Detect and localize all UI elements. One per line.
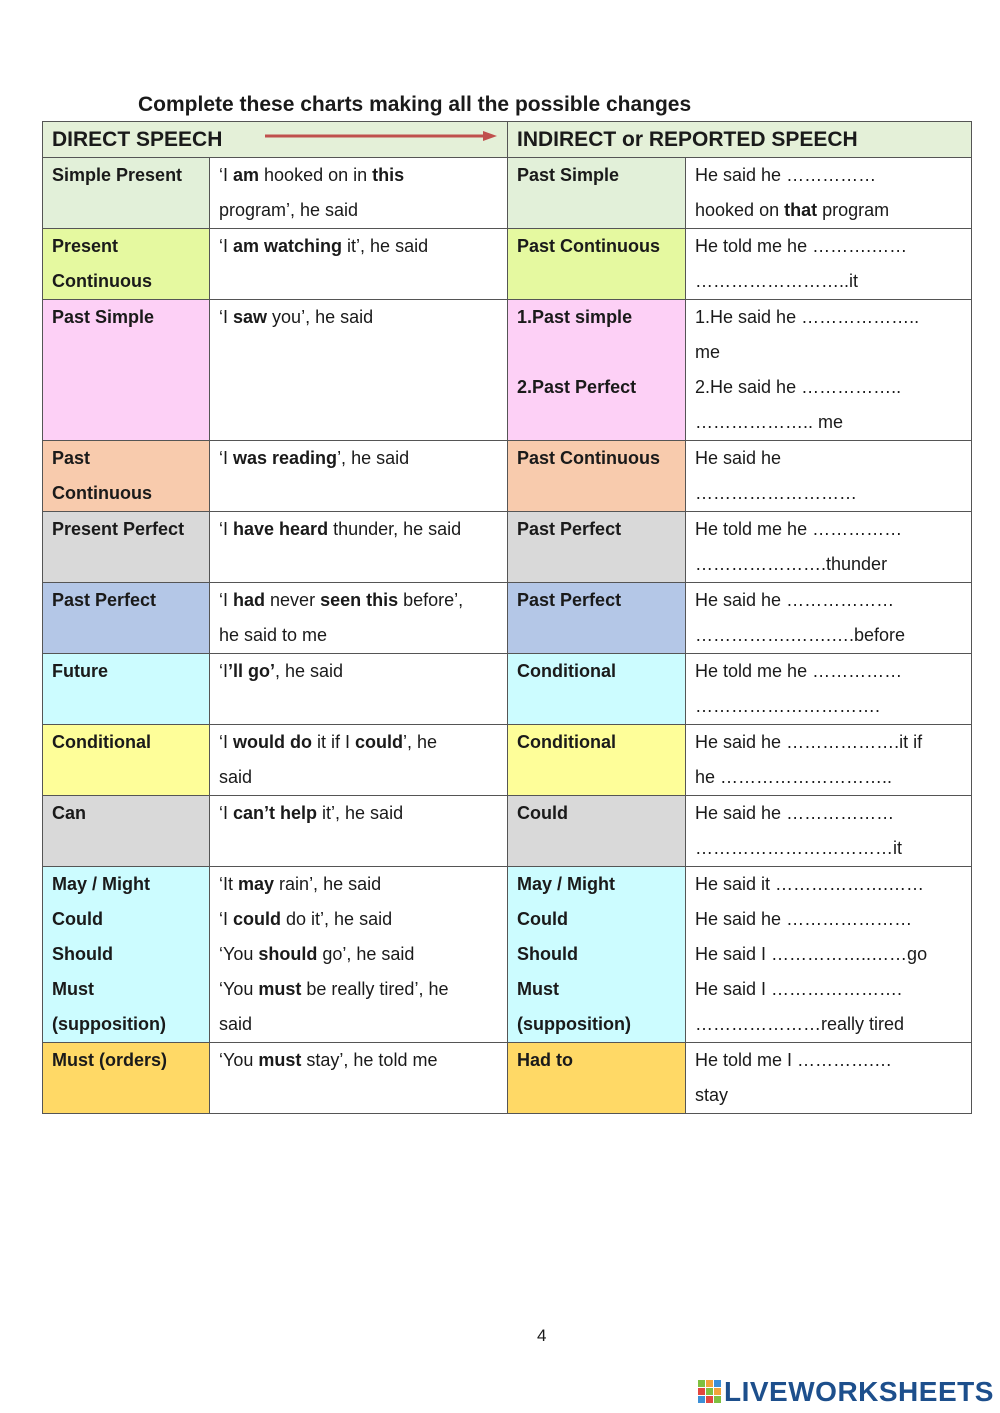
reported-tense-cell-line: Could	[517, 803, 569, 823]
reported-tense-cell	[508, 1043, 686, 1114]
reported-answer-cell-line	[695, 583, 965, 618]
reported-answer-cell	[686, 441, 972, 512]
text-segment: He told me I ………….…	[695, 1050, 893, 1070]
direct-tense-cell-line: Must (orders)	[52, 1050, 168, 1070]
reported-answer-cell-line	[695, 264, 965, 299]
text-segment: He said he …………………	[695, 909, 913, 929]
emphasis-text: could	[355, 732, 404, 752]
reported-answer-cell	[686, 796, 972, 867]
emphasis-text: this	[372, 165, 405, 185]
text-segment: He said he ………………	[695, 590, 895, 610]
direct-tense-cell-line: Should	[52, 944, 113, 964]
emphasis-text: can’t help	[233, 803, 318, 823]
direct-tense-cell-line: Simple Present	[52, 165, 183, 185]
reported-tense-cell	[508, 441, 686, 512]
direct-example-cell-line	[219, 796, 501, 831]
text-segment: you’, he said	[267, 307, 374, 327]
text-segment: ……………….. me	[695, 412, 844, 432]
direct-tense-cell-line: Present Perfect	[52, 519, 185, 539]
reported-tense-cell	[508, 300, 686, 441]
text-segment: ‘I	[219, 165, 234, 185]
text-segment: program	[817, 200, 890, 220]
reported-tense-cell-line: Must	[517, 979, 560, 999]
direct-tense-cell-line: Future	[52, 661, 108, 681]
direct-tense-cell	[43, 725, 210, 796]
reported-answer-cell-line	[695, 1078, 965, 1113]
text-segment: He told me he ……………	[695, 519, 903, 539]
direct-tense-cell	[43, 867, 210, 1043]
reported-answer-cell-line	[695, 867, 965, 902]
reported-speech-label: INDIRECT or REPORTED SPEECH	[517, 128, 858, 151]
text-segment: He told me he ……………	[695, 661, 903, 681]
text-segment: ‘I	[219, 448, 234, 468]
direct-tense-cell	[43, 441, 210, 512]
reported-tense-cell	[508, 229, 686, 300]
text-segment: stay	[695, 1085, 729, 1105]
reported-answer-cell-line	[695, 654, 965, 689]
text-segment: He said it ……………….……	[695, 874, 925, 894]
direct-tense-cell-line: Conditional	[52, 732, 151, 752]
text-segment: go’, he said	[317, 944, 415, 964]
chart-row	[43, 725, 972, 796]
text-segment: me	[695, 342, 721, 362]
direct-example-cell-line	[219, 193, 501, 228]
text-segment: …………….…….….before	[695, 625, 906, 645]
reported-tense-cell-line: Could	[517, 909, 569, 929]
text-segment: it’, he said	[317, 803, 404, 823]
reported-tense-cell	[508, 583, 686, 654]
reported-answer-cell-line	[695, 972, 965, 1007]
text-segment: ‘You	[219, 944, 259, 964]
reported-answer-cell-line	[695, 1007, 965, 1042]
chart-row	[43, 1043, 972, 1114]
direct-tense-cell	[43, 583, 210, 654]
emphasis-text: saw	[233, 307, 268, 327]
reported-answer-cell-line	[695, 229, 965, 264]
reported-answer-cell	[686, 867, 972, 1043]
arrow-right-icon	[263, 130, 499, 142]
chart-row	[43, 583, 972, 654]
emphasis-text: seen this	[320, 590, 399, 610]
text-segment: He told me he ……….……	[695, 236, 908, 256]
emphasis-text: ’ll go’	[228, 661, 275, 681]
text-segment: He said he ……………….it if	[695, 732, 923, 752]
reported-answer-cell-line	[695, 405, 965, 440]
direct-tense-cell-line: Continuous	[52, 483, 152, 503]
reported-answer-cell-line	[695, 1043, 965, 1078]
page-number: 4	[537, 1326, 547, 1345]
text-segment: hooked on in	[259, 165, 373, 185]
chart-row	[43, 229, 972, 300]
reported-tense-cell-line: Should	[517, 944, 579, 964]
text-segment: program’, he said	[219, 200, 359, 220]
reported-tense-cell-line: Had to	[517, 1050, 574, 1070]
text-segment: ‘I	[219, 519, 234, 539]
text-segment: said	[219, 1014, 253, 1034]
reported-answer-cell-line	[695, 937, 965, 972]
reported-answer-cell	[686, 229, 972, 300]
reported-answer-cell-line	[695, 547, 965, 582]
worksheet-title: Complete these charts making all the possible changes	[138, 93, 692, 116]
text-segment: before’,	[398, 590, 464, 610]
reported-tense-cell-line: 2.Past Perfect	[517, 377, 637, 397]
reported-tense-cell-line: 1.Past simple	[517, 307, 633, 327]
direct-tense-cell-line: Present	[52, 236, 119, 256]
direct-example-cell-line	[219, 441, 501, 476]
text-segment: ‘It	[219, 874, 239, 894]
reported-speech-chart	[42, 121, 972, 1114]
reported-tense-cell	[508, 654, 686, 725]
text-segment: He said he ……………	[695, 165, 877, 185]
text-segment: thunder, he said	[328, 519, 462, 539]
chart-row	[43, 441, 972, 512]
reported-answer-cell	[686, 512, 972, 583]
direct-example-cell	[210, 654, 508, 725]
text-segment: ’, he	[403, 732, 438, 752]
direct-tense-cell	[43, 300, 210, 441]
emphasis-text: have heard	[233, 519, 329, 539]
brand-grid-icon	[698, 1380, 722, 1404]
reported-answer-cell-line	[695, 512, 965, 547]
reported-tense-cell	[508, 158, 686, 229]
emphasis-text: could	[233, 909, 282, 929]
reported-answer-cell-line	[695, 300, 965, 335]
direct-example-cell-line	[219, 725, 501, 760]
text-segment: He said I ……………..……go	[695, 944, 928, 964]
text-segment: it if I	[312, 732, 356, 752]
reported-answer-cell	[686, 158, 972, 229]
reported-answer-cell	[686, 725, 972, 796]
direct-tense-cell-line: Continuous	[52, 271, 152, 291]
emphasis-text: had	[233, 590, 266, 610]
direct-tense-cell-line: May / Might	[52, 874, 150, 894]
text-segment: ‘You	[219, 979, 259, 999]
text-segment: ‘I	[219, 732, 234, 752]
chart-row	[43, 867, 972, 1043]
emphasis-text: should	[258, 944, 318, 964]
direct-example-cell-line	[219, 512, 501, 547]
direct-tense-cell	[43, 654, 210, 725]
text-segment: ………………………….	[695, 696, 881, 716]
direct-example-cell-line	[219, 760, 501, 795]
text-segment: he ………………………..	[695, 767, 893, 787]
reported-tense-cell	[508, 867, 686, 1043]
reported-answer-cell-line	[695, 831, 965, 866]
text-segment: hooked on	[695, 200, 785, 220]
text-segment: said	[219, 767, 253, 787]
reported-tense-cell-line: Past Perfect	[517, 590, 622, 610]
direct-tense-cell-line: Could	[52, 909, 103, 929]
reported-tense-cell-line: (supposition)	[517, 1014, 631, 1034]
direct-example-cell-line	[219, 654, 501, 689]
chart-row	[43, 300, 972, 441]
text-segment: ………………….thunder	[695, 554, 888, 574]
direct-speech-header	[43, 122, 508, 158]
text-segment: do it’, he said	[281, 909, 393, 929]
direct-tense-cell	[43, 512, 210, 583]
direct-example-cell-line	[219, 902, 501, 937]
direct-example-cell	[210, 229, 508, 300]
emphasis-text: that	[784, 200, 818, 220]
direct-example-cell	[210, 300, 508, 441]
text-segment: ‘I	[219, 803, 234, 823]
text-segment: , he said	[275, 661, 344, 681]
direct-example-cell	[210, 583, 508, 654]
direct-example-cell	[210, 796, 508, 867]
direct-example-cell-line	[219, 229, 501, 264]
direct-example-cell-line	[219, 618, 501, 653]
text-segment: ‘I	[219, 909, 234, 929]
text-segment: ………………………	[695, 483, 858, 503]
reported-answer-cell	[686, 654, 972, 725]
reported-tense-cell-line: Past Continuous	[517, 236, 661, 256]
reported-answer-cell-line	[695, 476, 965, 511]
text-segment: ‘I	[219, 307, 234, 327]
text-segment: ’, he said	[337, 448, 410, 468]
reported-answer-cell-line	[695, 902, 965, 937]
reported-answer-cell-line	[695, 689, 965, 724]
text-segment: ‘You	[219, 1050, 259, 1070]
direct-example-cell	[210, 158, 508, 229]
direct-speech-label: DIRECT SPEECH	[52, 128, 223, 151]
reported-tense-cell-line: Past Simple	[517, 165, 620, 185]
direct-tense-cell-line: (supposition)	[52, 1014, 166, 1034]
text-segment: He said I ………………….	[695, 979, 903, 999]
reported-tense-cell	[508, 512, 686, 583]
direct-example-cell-line	[219, 158, 501, 193]
reported-answer-cell	[686, 1043, 972, 1114]
emphasis-text: am	[233, 165, 260, 185]
direct-tense-cell-line: Past	[52, 448, 91, 468]
direct-example-cell-line	[219, 867, 501, 902]
emphasis-text: am watching	[233, 236, 343, 256]
text-segment: he said to me	[219, 625, 328, 645]
direct-example-cell	[210, 867, 508, 1043]
chart-row	[43, 158, 972, 229]
reported-tense-cell-line: Past Continuous	[517, 448, 661, 468]
direct-example-cell	[210, 725, 508, 796]
reported-tense-cell-line: Conditional	[517, 661, 616, 681]
reported-answer-cell-line	[695, 725, 965, 760]
reported-tense-cell-line: May / Might	[517, 874, 616, 894]
direct-tense-cell-line: Can	[52, 803, 87, 823]
chart-header-row	[43, 122, 972, 158]
direct-example-cell-line	[219, 972, 501, 1007]
direct-example-cell	[210, 1043, 508, 1114]
reported-tense-cell	[508, 796, 686, 867]
text-segment: stay’, he told me	[301, 1050, 438, 1070]
text-segment: …………………really tired	[695, 1014, 905, 1034]
direct-tense-cell	[43, 229, 210, 300]
reported-answer-cell	[686, 300, 972, 441]
direct-example-cell	[210, 441, 508, 512]
reported-answer-cell-line	[695, 370, 965, 405]
reported-tense-cell-line: Past Perfect	[517, 519, 622, 539]
text-segment: ‘I	[219, 590, 234, 610]
chart-row	[43, 512, 972, 583]
text-segment: never	[265, 590, 321, 610]
direct-example-cell-line	[219, 1043, 501, 1078]
reported-tense-cell-line	[517, 335, 679, 370]
reported-answer-cell-line	[695, 618, 965, 653]
direct-tense-cell	[43, 1043, 210, 1114]
direct-example-cell-line	[219, 583, 501, 618]
direct-tense-cell	[43, 796, 210, 867]
direct-tense-cell-line: Must	[52, 979, 94, 999]
reported-tense-cell-line	[517, 405, 679, 440]
reported-answer-cell-line	[695, 441, 965, 476]
reported-answer-cell-line	[695, 193, 965, 228]
liveworksheets-logo	[698, 1376, 994, 1408]
emphasis-text: may	[238, 874, 275, 894]
reported-answer-cell-line	[695, 158, 965, 193]
direct-tense-cell-line: Past Simple	[52, 307, 155, 327]
reported-speech-header	[508, 122, 972, 158]
text-segment: rain’, he said	[274, 874, 382, 894]
reported-answer-cell-line	[695, 796, 965, 831]
direct-example-cell-line	[219, 300, 501, 335]
text-segment: He said he ………………	[695, 803, 895, 823]
text-segment: ……………………..it	[695, 271, 859, 291]
emphasis-text: was reading	[233, 448, 338, 468]
direct-tense-cell-line: Past Perfect	[52, 590, 157, 610]
reported-answer-cell-line	[695, 335, 965, 370]
text-segment: ‘I	[219, 661, 228, 681]
text-segment: be really tired’, he	[301, 979, 449, 999]
text-segment: 1.He said he ………………..	[695, 307, 920, 327]
reported-answer-cell	[686, 583, 972, 654]
emphasis-text: must	[258, 979, 302, 999]
text-segment: ……………………………it	[695, 838, 903, 858]
direct-example-cell-line	[219, 937, 501, 972]
direct-example-cell-line	[219, 1007, 501, 1042]
chart-row	[43, 796, 972, 867]
brand-name: LIVEWORKSHEETS	[724, 1376, 994, 1407]
direct-example-cell	[210, 512, 508, 583]
reported-answer-cell-line	[695, 760, 965, 795]
chart-row	[43, 654, 972, 725]
reported-tense-cell-line: Conditional	[517, 732, 616, 752]
direct-tense-cell	[43, 158, 210, 229]
text-segment: 2.He said he ……………..	[695, 377, 902, 397]
text-segment: it’, he said	[342, 236, 429, 256]
emphasis-text: must	[258, 1050, 302, 1070]
reported-tense-cell	[508, 725, 686, 796]
text-segment: He said he	[695, 448, 782, 468]
emphasis-text: would do	[233, 732, 312, 752]
text-segment: ‘I	[219, 236, 234, 256]
